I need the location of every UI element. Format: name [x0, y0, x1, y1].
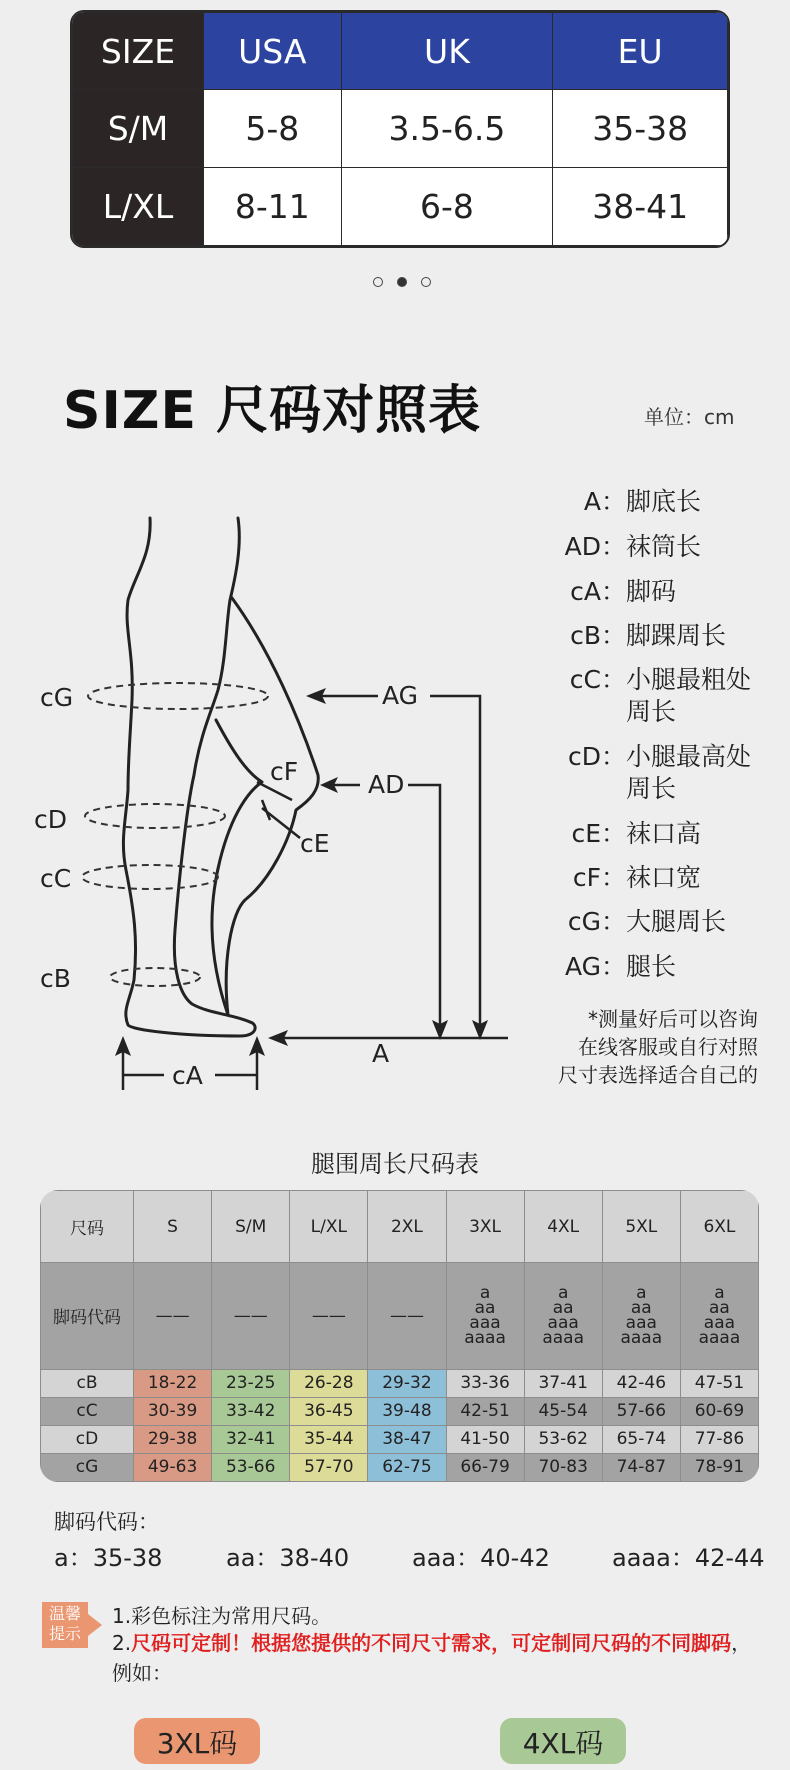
size-pill-4xl: 4XL码: [500, 1718, 626, 1764]
label-ad: AD: [368, 770, 405, 799]
label-cf: cF: [270, 757, 299, 786]
tip-line-2-highlight: 尺码可定制！根据您提供的不同尺寸需求，可定制同尺码的不同脚码: [131, 1631, 732, 1655]
legend-text: 袜筒长: [626, 532, 702, 561]
legend-code: A：: [583, 487, 626, 516]
leg-value-cell: 53-62: [524, 1425, 602, 1453]
cg-measure-ellipse: [88, 683, 268, 709]
header-uk: UK: [341, 13, 553, 90]
legend-text: 腿长: [626, 952, 677, 981]
unit-label: 单位：cm: [644, 405, 735, 429]
sock-top-outline: [212, 720, 262, 1015]
leg-table-title: 腿围周长尺码表: [311, 1150, 479, 1178]
leg-code-dash: ——: [290, 1263, 368, 1370]
legend-text: 小腿最粗处: [626, 665, 752, 694]
legend-item: [560, 862, 756, 894]
leg-value-cell: 42-46: [602, 1369, 680, 1397]
leg-code-entry: aa: [474, 1297, 496, 1318]
leg-code-label: 脚码代码: [41, 1263, 134, 1370]
leg-value-cell: 47-51: [680, 1369, 758, 1397]
leg-value-cell: 66-79: [446, 1453, 524, 1481]
leg-table-row: [41, 1453, 759, 1481]
legend-code: cF：: [572, 863, 626, 892]
leg-value-cell: 77-86: [680, 1425, 758, 1453]
leg-value-cell: 38-47: [368, 1425, 446, 1453]
note-line: 尺寸表选择适合自己的: [558, 1063, 758, 1087]
leg-value-cell: 62-75: [368, 1453, 446, 1481]
row-size-label: S/M: [73, 90, 204, 168]
leg-code-dash: ——: [134, 1263, 212, 1370]
leg-code-entry: aaaa: [698, 1327, 741, 1348]
size-table-row: [73, 90, 728, 168]
page-title: SIZE 尺码对照表: [63, 381, 482, 441]
legend-code: cG：: [567, 907, 626, 936]
legend-item: [560, 620, 756, 652]
cc-measure-ellipse: [82, 865, 218, 889]
foot-code-item: aaa：40-42: [412, 1544, 550, 1572]
leg-value-cell: 26-28: [290, 1369, 368, 1397]
tip-line-2-prefix: 2.: [112, 1631, 132, 1655]
leg-value-cell: 23-25: [212, 1369, 290, 1397]
header-eu: EU: [553, 13, 728, 90]
leg-value-cell: 60-69: [680, 1397, 758, 1425]
leg-value-cell: 53-66: [212, 1453, 290, 1481]
row-uk-value: 6-8: [341, 168, 553, 246]
legend-code: AD：: [564, 532, 626, 561]
leg-code-entry: aaa: [625, 1312, 657, 1333]
label-ce: cE: [300, 829, 330, 858]
legend-code: AG：: [564, 952, 626, 981]
leg-code-list: [602, 1263, 680, 1370]
row-usa-value: 8-11: [204, 168, 342, 246]
leg-value-cell: 29-32: [368, 1369, 446, 1397]
legend-item: [560, 531, 756, 563]
row-usa-value: 5-8: [204, 90, 342, 168]
foot-code-item: aa：38-40: [226, 1544, 350, 1572]
leg-value-cell: 42-51: [446, 1397, 524, 1425]
leg-code-dash: ——: [368, 1263, 446, 1370]
leg-row-label: cC: [41, 1397, 134, 1425]
leg-code-entry: aaaa: [620, 1327, 663, 1348]
legend-item: [560, 818, 756, 850]
carousel-dots: [366, 272, 438, 291]
leg-value-cell: 45-54: [524, 1397, 602, 1425]
size-conversion-table: [70, 10, 730, 248]
leg-value-cell: 74-87: [602, 1453, 680, 1481]
legend-code: cB：: [570, 621, 626, 650]
label-cc: cC: [40, 864, 72, 893]
legend-text: 脚踝周长: [626, 621, 727, 650]
legend-code: cE：: [571, 819, 626, 848]
leg-value-cell: 57-70: [290, 1453, 368, 1481]
legend-code: cA：: [570, 577, 626, 606]
tip-line-1: 1.彩色标注为常用尺码。: [112, 1604, 332, 1628]
leg-header-cell: S/M: [212, 1191, 290, 1263]
tip-badge-line: 提示: [48, 1624, 81, 1643]
leg-header-cell: 4XL: [524, 1191, 602, 1263]
leg-value-cell: 29-38: [134, 1425, 212, 1453]
size-table-row: [73, 168, 728, 246]
leg-row-label: cB: [41, 1369, 134, 1397]
leg-code-entry: aa: [709, 1297, 730, 1318]
tip-line-2-suffix: ，例如：: [112, 1631, 752, 1685]
foot-codes-title: 脚码代码：: [54, 1510, 159, 1534]
legend-item: [560, 951, 756, 983]
leg-header-cell: 尺码: [41, 1191, 134, 1263]
header-size: SIZE: [73, 13, 204, 90]
leg-code-entry: aaaa: [464, 1327, 506, 1348]
leg-size-table: [40, 1190, 759, 1482]
leg-value-cell: 35-44: [290, 1425, 368, 1453]
tip-badge: [42, 1602, 88, 1648]
legend-text: 袜口宽: [626, 863, 702, 892]
leg-value-cell: 30-39: [134, 1397, 212, 1425]
leg-value-cell: 57-66: [602, 1397, 680, 1425]
leg-row-label: cD: [41, 1425, 134, 1453]
row-eu-value: 35-38: [553, 90, 728, 168]
leg-header-cell: S: [134, 1191, 212, 1263]
cb-measure-ellipse: [110, 968, 200, 986]
leg-code-entry: a: [557, 1282, 569, 1303]
leg-header-cell: 2XL: [368, 1191, 446, 1263]
carousel-dot-1[interactable]: [373, 277, 383, 287]
leg-value-cell: 18-22: [134, 1369, 212, 1397]
legend-item: [560, 576, 756, 608]
leg-value-cell: 70-83: [524, 1453, 602, 1481]
leg-value-cell: 32-41: [212, 1425, 290, 1453]
legend-text: 小腿最高处: [626, 742, 752, 771]
legend-item: [560, 906, 756, 938]
carousel-dot-2-active[interactable]: [397, 277, 407, 287]
legend-text: 脚底长: [626, 487, 702, 516]
legend-text-cont: 周长: [626, 774, 677, 803]
leg-code-entry: a: [636, 1282, 647, 1303]
leg-code-entry: aaa: [703, 1312, 736, 1333]
leg-code-entry: a: [714, 1282, 725, 1303]
leg-code-entry: aaaa: [542, 1327, 585, 1348]
label-cd: cD: [34, 805, 67, 834]
leg-value-cell: 37-41: [524, 1369, 602, 1397]
leg-value-cell: 65-74: [602, 1425, 680, 1453]
measurement-note: [540, 1005, 758, 1089]
legend-text-cont: 周长: [626, 697, 677, 726]
leg-value-cell: 49-63: [134, 1453, 212, 1481]
leg-header-cell: 5XL: [602, 1191, 680, 1263]
leg-back-outline: [123, 518, 255, 1036]
tip-badge-arrow: [88, 1614, 102, 1636]
legend-text: 脚码: [626, 577, 677, 606]
foot-code-item: aaaa：42-44: [612, 1544, 765, 1572]
foot-code-item: a：35-38: [54, 1544, 163, 1572]
row-size-label: L/XL: [73, 168, 204, 246]
leg-header-cell: 3XL: [446, 1191, 524, 1263]
legend-text: 大腿周长: [626, 907, 727, 936]
label-ag: AG: [382, 681, 419, 710]
leg-value-cell: 36-45: [290, 1397, 368, 1425]
leg-code-entry: aaa: [547, 1312, 579, 1333]
size-pill-3xl: 3XL码: [134, 1718, 260, 1764]
legend-item: [560, 486, 756, 518]
leg-code-entry: a: [479, 1282, 491, 1303]
leg-table-row: [41, 1397, 759, 1425]
leg-code-dash: ——: [212, 1263, 290, 1370]
leg-code-entry: aa: [630, 1297, 652, 1318]
legend-text: 袜口高: [626, 819, 702, 848]
label-cb: cB: [40, 964, 71, 993]
ad-measure-line-2: [408, 785, 440, 1036]
leg-row-label: cG: [41, 1453, 134, 1481]
tip-badge-line: 温馨: [48, 1604, 81, 1623]
label-cg: cG: [40, 683, 74, 712]
cd-measure-ellipse: [85, 804, 225, 828]
note-line: *测量好后可以咨询: [588, 1007, 758, 1031]
label-ca: cA: [172, 1061, 203, 1090]
leg-value-cell: 33-36: [446, 1369, 524, 1397]
row-uk-value: 3.5-6.5: [341, 90, 553, 168]
legend-item: [560, 741, 756, 805]
tip-line-2: [112, 1628, 762, 1688]
leg-value-cell: 78-91: [680, 1453, 758, 1481]
legend-item: [560, 664, 756, 728]
ag-measure-line-2: [430, 696, 480, 1036]
note-line: 在线客服或自行对照: [578, 1035, 758, 1059]
leg-value-cell: 39-48: [368, 1397, 446, 1425]
leg-code-entry: aa: [552, 1297, 574, 1318]
label-a: A: [372, 1039, 390, 1068]
size-table-header-row: [73, 13, 728, 90]
leg-code-list: [524, 1263, 602, 1370]
row-eu-value: 38-41: [553, 168, 728, 246]
leg-header-cell: L/XL: [290, 1191, 368, 1263]
leg-value-cell: 33-42: [212, 1397, 290, 1425]
leg-table-header-row: [41, 1191, 759, 1263]
leg-code-list: [446, 1263, 524, 1370]
leg-measurement-diagram: [0, 480, 530, 1100]
header-usa: USA: [204, 13, 342, 90]
leg-header-cell: 6XL: [680, 1191, 758, 1263]
leg-table-row: [41, 1425, 759, 1453]
leg-table-code-row: [41, 1263, 759, 1370]
leg-code-entry: aaa: [469, 1312, 501, 1333]
leg-table-row: [41, 1369, 759, 1397]
legend-code: cD：: [568, 742, 626, 771]
leg-value-cell: 41-50: [446, 1425, 524, 1453]
leg-code-list: [680, 1263, 758, 1370]
carousel-dot-3[interactable]: [421, 277, 431, 287]
legend-code: cC：: [569, 665, 626, 694]
